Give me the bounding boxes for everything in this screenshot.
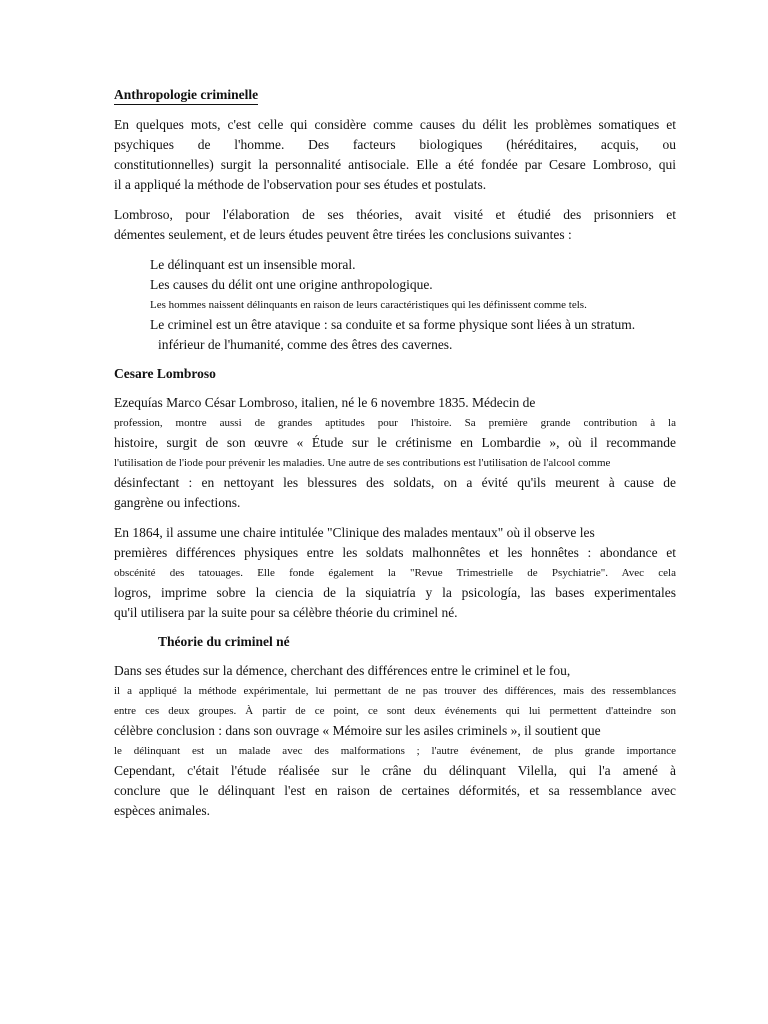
paragraph-line: célèbre conclusion : dans son ouvrage « Mémoire sur les asiles criminels », il soutient que — [114, 723, 601, 738]
paragraph-line: il a appliqué la méthode expérimentale, lui permettant de ne pas trouver des différences, mais des ressemblances — [114, 685, 676, 697]
paragraph-line: En quelques mots, c'est celle qui considère comme causes du délit les problèmes somatiques et — [114, 117, 676, 132]
paragraph-line: premières différences physiques entre les soldats malhonnêtes et les honnêtes : abondance et — [114, 545, 676, 560]
paragraph-line: constitutionnelles) surgit la personnalité antisociale. Elle a été fondée par Cesare Lombroso, qui — [114, 157, 676, 172]
paragraph-line: l'utilisation de l'iode pour prévenir les maladies. Une autre de ses contributions est l'utilisation de l'alcool comme — [114, 457, 611, 469]
document-page — [114, 86, 676, 831]
paragraph-line: il a appliqué la méthode de l'observation pour ses études et postulats. — [114, 177, 487, 192]
chair-paragraph — [114, 523, 676, 623]
paragraph-line: En 1864, il assume une chaire intitulée "Clinique des malades mentaux" où il observe les — [114, 525, 595, 540]
section-heading-theory: Théorie du criminel né — [158, 634, 290, 649]
list-item: Le criminel est un être atavique : sa conduite et sa forme physique sont liées à un stratum. — [150, 317, 636, 332]
paragraph-line: désinfectant : en nettoyant les blessures des soldats, on a évité qu'ils meurent à cause de — [114, 475, 676, 490]
conclusions-list — [136, 255, 676, 355]
paragraph-line: psychiques de l'homme. Des facteurs biologiques (héréditaires, acquis, ou — [114, 137, 676, 152]
biography-paragraph — [114, 393, 676, 513]
list-item: Le délinquant est un insensible moral. — [150, 257, 356, 272]
paragraph-line: gangrène ou infections. — [114, 495, 241, 510]
paragraph-line: obscénité des tatouages. Elle fonde également la "Revue Trimestrielle de Psychiatrie". Avec cela — [114, 567, 676, 579]
paragraph-line: démentes seulement, et de leurs études peuvent être tirées les conclusions suivantes : — [114, 227, 572, 242]
lombroso-theories-paragraph — [114, 205, 676, 245]
paragraph-line: Ezequías Marco César Lombroso, italien, né le 6 novembre 1835. Médecin de — [114, 395, 536, 410]
paragraph-line: histoire, surgit de son œuvre « Étude sur le crétinisme en Lombardie », où il recommande — [114, 435, 676, 450]
paragraph-line: entre ces deux groupes. À partir de ce point, ce sont deux événements qui lui permettent d'atteindre son — [114, 705, 676, 717]
theory-paragraph — [114, 661, 676, 821]
list-item: Les hommes naissent délinquants en raison de leurs caractéristiques qui les définissent comme tels. — [150, 299, 587, 311]
paragraph-line: profession, montre aussi de grandes aptitudes pour l'histoire. Sa première grande contribution à la — [114, 417, 676, 429]
paragraph-line: espèces animales. — [114, 803, 210, 818]
paragraph-line: Lombroso, pour l'élaboration de ses théories, avait visité et étudié des prisonniers et — [114, 207, 676, 222]
list-item: Les causes du délit ont une origine anthropologique. — [150, 277, 433, 292]
paragraph-line: conclure que le délinquant l'est en raison de certaines déformités, et sa ressemblance avec — [114, 783, 676, 798]
paragraph-line: le délinquant est un malade avec des malformations ; l'autre événement, de plus grande importance — [114, 745, 676, 757]
page-title: Anthropologie criminelle — [114, 86, 258, 105]
intro-paragraph — [114, 115, 676, 195]
paragraph-line: Dans ses études sur la démence, cherchant des différences entre le criminel et le fou, — [114, 663, 571, 678]
list-item-continuation: inférieur de l'humanité, comme des êtres des cavernes. — [158, 337, 453, 352]
section-heading-lombroso: Cesare Lombroso — [114, 366, 216, 381]
paragraph-line: logros, imprime sobre la ciencia de la siquiatría y la psicología, las bases experimentales — [114, 585, 676, 600]
paragraph-line: qu'il utilisera par la suite pour sa célèbre théorie du criminel né. — [114, 605, 458, 620]
paragraph-line: Cependant, c'était l'étude réalisée sur le crâne du délinquant Vilella, qui l'a amené à — [114, 763, 676, 778]
